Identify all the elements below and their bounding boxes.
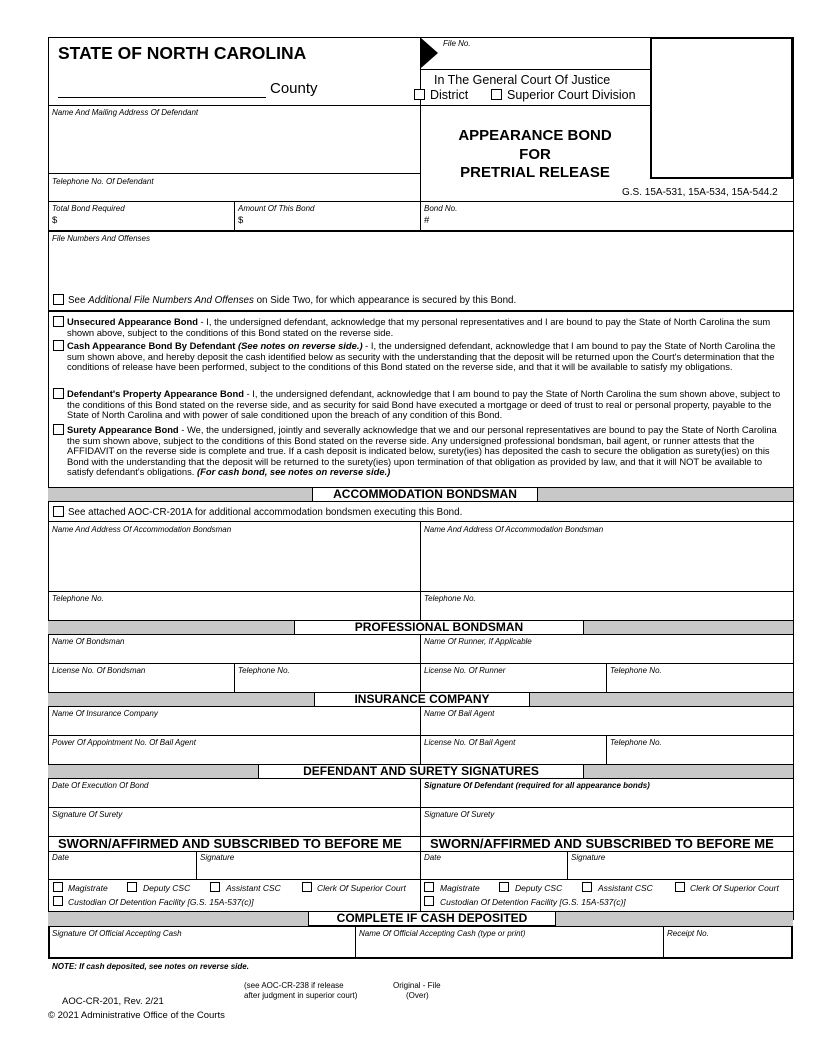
additional-offenses-checkbox[interactable] <box>53 294 64 305</box>
cash-deposit-band <box>48 912 793 927</box>
power-of-appointment-field[interactable] <box>50 748 418 762</box>
unsecured-bond-body: - I, the undersigned defendant, acknowledge that my personal representatives and I are bound to pay the State of North Carolina the sum shown above, subject to the conditions of this Bond stated on the reverse side. <box>67 316 771 338</box>
bail-agent-name-label: Name Of Bail Agent <box>424 709 495 718</box>
professional-band <box>48 620 793 635</box>
accommodation-name-label-1: Name And Address Of Accommodation Bondsman <box>52 525 232 534</box>
assistant-csc-label-right: Assistant CSC <box>598 883 653 893</box>
professional-title: PROFESSIONAL BONDSMAN <box>294 620 584 635</box>
magistrate-checkbox-right[interactable] <box>424 882 434 892</box>
official-name-field[interactable] <box>357 940 661 956</box>
sworn-signature-label-right: Signature <box>571 853 606 862</box>
form-number: AOC-CR-201, Rev. 2/21 <box>62 996 164 1007</box>
file-no-field[interactable] <box>440 48 648 68</box>
insurance-band <box>48 692 793 707</box>
clerk-superior-checkbox-left[interactable] <box>302 882 312 892</box>
defendant-signature-field[interactable] <box>422 791 790 805</box>
total-bond-label: Total Bond Required <box>52 204 125 213</box>
cash-bond-checkbox[interactable] <box>53 340 64 351</box>
insurance-title: INSURANCE COMPANY <box>314 692 530 707</box>
surety-signature-label-1: Signature Of Surety <box>52 810 123 819</box>
cash-bond-note: (See notes on reverse side.) <box>235 340 363 351</box>
surety-bond-checkbox[interactable] <box>53 424 64 435</box>
stamp-box <box>650 37 793 179</box>
accommodation-phone-label-2: Telephone No. <box>424 594 476 603</box>
surety-signature-label-2: Signature Of Surety <box>424 810 495 819</box>
bondsman-name-label: Name Of Bondsman <box>52 637 125 646</box>
file-numbers-offenses-label: File Numbers And Offenses <box>52 234 150 243</box>
deputy-csc-label-left: Deputy CSC <box>143 883 191 893</box>
property-bond-title: Defendant's Property Appearance Bond <box>67 388 244 399</box>
bail-agent-license-field[interactable] <box>422 748 604 762</box>
bond-no-label: Bond No. <box>424 204 458 213</box>
state-title: STATE OF NORTH CAROLINA <box>58 43 307 63</box>
superior-court-label: Superior Court Division <box>507 88 636 102</box>
deputy-csc-label-right: Deputy CSC <box>515 883 563 893</box>
cash-bond-title: Cash Appearance Bond By Defendant <box>67 340 236 351</box>
official-signature-field[interactable] <box>50 940 353 956</box>
superior-court-checkbox[interactable] <box>491 89 502 100</box>
bondsman-license-field[interactable] <box>50 676 232 690</box>
official-signature-label: Signature Of Official Accepting Cash <box>52 929 182 938</box>
accommodation-phone-label-1: Telephone No. <box>52 594 104 603</box>
unsecured-bond-checkbox[interactable] <box>53 316 64 327</box>
accommodation-name-field-2[interactable] <box>422 535 790 589</box>
sworn-signature-field-left[interactable] <box>198 863 418 877</box>
file-numbers-offenses-field[interactable] <box>50 244 790 292</box>
accommodation-name-label-2: Name And Address Of Accommodation Bondsman <box>424 525 604 534</box>
insurance-company-field[interactable] <box>50 719 418 733</box>
surety-bond-note: (For cash bond, see notes on reverse side.) <box>194 466 391 478</box>
sworn-signature-field-right[interactable] <box>569 863 790 877</box>
accommodation-phone-field-1[interactable] <box>50 604 418 618</box>
file-no-label: File No. <box>443 39 471 48</box>
assistant-csc-label-left: Assistant CSC <box>226 883 281 893</box>
clerk-superior-checkbox-right[interactable] <box>675 882 685 892</box>
runner-license-label: License No. Of Runner <box>424 666 506 675</box>
property-bond-text <box>67 389 791 421</box>
assistant-csc-checkbox-left[interactable] <box>210 882 220 892</box>
surety-bond-body: - We, the undersigned, jointly and severally acknowledge that we and our personal representatives are bound to pay the State of North Carolina the sum shown above, subject to the conditions of this Bond stated on the reverse side. Any undersigned professional bondsman, bail agent, or runner attests that the AFFIDAVIT on the reverse side is complete and true. If a cash deposit is indicated below, surety(ies) has deposited the cash to secure the obligation as surety(ies) on this Bond with the understanding that the deposit will be returned to the surety(ies) upon termination of that obligation as provided by law, and that it will NOT be available to satisfy defendant's obligations. <box>67 424 777 478</box>
defendant-phone-label: Telephone No. Of Defendant <box>52 177 154 186</box>
statute-reference: G.S. 15A-531, 15A-534, 15A-544.2 <box>622 187 778 198</box>
form-title <box>420 127 650 183</box>
sworn-title-right: SWORN/AFFIRMED AND SUBSCRIBED TO BEFORE ME <box>430 836 774 851</box>
amount-of-bond-label: Amount Of This Bond <box>238 204 315 213</box>
bondsman-phone-label: Telephone No. <box>238 666 290 675</box>
cash-bond-body: - I, the undersigned defendant, acknowledge that I am bound to pay the State of North Carolina the sum shown above, and hereby deposit the cash identified below as security with the understanding that the deposit will be returned upon the Court's determination that the conditions of release have been performed, subject to the conditions of this Bond stated on the reverse side, and that it will be available to satisfy my obligations. <box>67 340 776 373</box>
sworn-date-label-left: Date <box>52 853 69 862</box>
magistrate-label-left: Magistrate <box>68 883 108 893</box>
bondsman-name-field[interactable] <box>50 647 418 661</box>
runner-phone-field[interactable] <box>608 676 790 690</box>
custodian-checkbox-left[interactable] <box>53 896 63 906</box>
accommodation-name-field-1[interactable] <box>50 535 418 589</box>
attached-aoc-cr-201a-checkbox[interactable] <box>53 506 64 517</box>
runner-license-field[interactable] <box>422 676 604 690</box>
magistrate-label-right: Magistrate <box>440 883 480 893</box>
additional-offenses-post: on Side Two, for which appearance is secured by this Bond. <box>253 295 517 306</box>
custodian-label-left: Custodian Of Detention Facility [G.S. 15A-537(c)] <box>68 897 254 907</box>
cash-deposit-title: COMPLETE IF CASH DEPOSITED <box>308 911 556 926</box>
unsecured-bond-text <box>67 317 791 338</box>
surety-signature-field-1[interactable] <box>50 820 418 834</box>
additional-offenses-pre: See <box>68 295 89 306</box>
form-title-line-2: FOR <box>519 145 551 163</box>
assistant-csc-checkbox-right[interactable] <box>582 882 592 892</box>
accommodation-phone-field-2[interactable] <box>422 604 790 618</box>
date-of-execution-field[interactable] <box>50 791 418 805</box>
unsecured-bond-title: Unsecured Appearance Bond <box>67 316 198 327</box>
receipt-no-field[interactable] <box>665 940 790 956</box>
form-title-line-1: APPEARANCE BOND <box>458 127 612 144</box>
copyright: © 2021 Administrative Office of the Courts <box>48 1010 225 1021</box>
county-label: County <box>270 80 318 97</box>
bail-agent-name-field[interactable] <box>422 719 790 733</box>
property-bond-body: - I, the undersigned defendant, acknowledge that I am bound to pay the State of North Carolina the sum shown above, subject to the conditions of this Bond stated on the reverse side, and as security for said Bond have executed a mortgage or deed of trust to real or personal property, payable to the State of North Carolina and with power of sale conditioned upon the breach of any condition of this Bond. <box>67 388 781 421</box>
sworn-date-field-left[interactable] <box>50 863 194 877</box>
bondsman-license-label: License No. Of Bondsman <box>52 666 146 675</box>
signatures-band <box>48 764 793 779</box>
bail-agent-phone-field[interactable] <box>608 748 790 762</box>
magistrate-checkbox-left[interactable] <box>53 882 63 892</box>
property-bond-checkbox[interactable] <box>53 388 64 399</box>
insurance-company-label: Name Of Insurance Company <box>52 709 158 718</box>
defendant-signature-label: Signature Of Defendant (required for all appearance bonds) <box>424 781 650 790</box>
see-aoc-cr-238-line-1: (see AOC-CR-238 if release <box>244 981 344 990</box>
runner-name-field[interactable] <box>422 647 790 661</box>
power-of-appointment-label: Power Of Appointment No. Of Bail Agent <box>52 738 196 747</box>
sworn-date-field-right[interactable] <box>422 863 565 877</box>
signatures-title: DEFENDANT AND SURETY SIGNATURES <box>258 764 584 779</box>
see-aoc-cr-238-line-2: after judgment in superior court) <box>244 991 358 1000</box>
file-no-arrow-icon <box>421 38 439 68</box>
district-label: District <box>430 88 469 102</box>
additional-offenses-text <box>68 295 516 306</box>
attached-aoc-text: See attached AOC-CR-201A for additional accommodation bondsmen executing this Bond. <box>68 507 463 518</box>
custodian-checkbox-right[interactable] <box>424 896 434 906</box>
clerk-superior-label-right: Clerk Of Superior Court <box>690 883 779 893</box>
clerk-superior-label-left: Clerk Of Superior Court <box>317 883 406 893</box>
total-bond-field[interactable]: $ <box>52 215 58 226</box>
surety-bond-title: Surety Appearance Bond <box>67 424 179 435</box>
deputy-csc-checkbox-right[interactable] <box>499 882 509 892</box>
bail-agent-phone-label: Telephone No. <box>610 738 662 747</box>
form-title-line-3: PRETRIAL RELEASE <box>460 164 610 181</box>
district-checkbox[interactable] <box>414 89 425 100</box>
runner-name-label: Name Of Runner, If Applicable <box>424 637 532 646</box>
deputy-csc-checkbox-left[interactable] <box>127 882 137 892</box>
surety-signature-field-2[interactable] <box>422 820 790 834</box>
custodian-label-right: Custodian Of Detention Facility [G.S. 15A-537(c)] <box>440 897 626 907</box>
accommodation-band <box>48 487 793 502</box>
defendant-phone-field[interactable] <box>50 186 418 200</box>
cash-note: NOTE: If cash deposited, see notes on reverse side. <box>52 962 249 971</box>
amount-of-bond-field[interactable]: $ <box>238 215 244 226</box>
cash-bond-text <box>67 341 791 373</box>
original-file-line-2: (Over) <box>406 991 429 1000</box>
court-label: In The General Court Of Justice <box>434 73 611 87</box>
defendant-name-address-label: Name And Mailing Address Of Defendant <box>52 108 199 117</box>
accommodation-title: ACCOMMODATION BONDSMAN <box>312 487 538 502</box>
bail-agent-license-label: License No. Of Bail Agent <box>424 738 516 747</box>
county-field[interactable] <box>58 97 266 98</box>
sworn-signature-label-left: Signature <box>200 853 235 862</box>
sworn-date-label-right: Date <box>424 853 441 862</box>
defendant-name-address-field[interactable] <box>50 118 418 173</box>
bondsman-phone-field[interactable] <box>236 676 418 690</box>
runner-phone-label: Telephone No. <box>610 666 662 675</box>
original-file-line-1: Original - File <box>393 981 441 990</box>
surety-bond-text <box>67 425 791 478</box>
date-of-execution-label: Date Of Execution Of Bond <box>52 781 149 790</box>
bond-no-field[interactable]: # <box>424 215 430 226</box>
additional-offenses-italic: Additional File Numbers And Offenses <box>88 295 254 306</box>
receipt-no-label: Receipt No. <box>667 929 709 938</box>
official-name-label: Name Of Official Accepting Cash (type or print) <box>359 929 526 938</box>
sworn-title-left: SWORN/AFFIRMED AND SUBSCRIBED TO BEFORE ME <box>58 836 402 851</box>
